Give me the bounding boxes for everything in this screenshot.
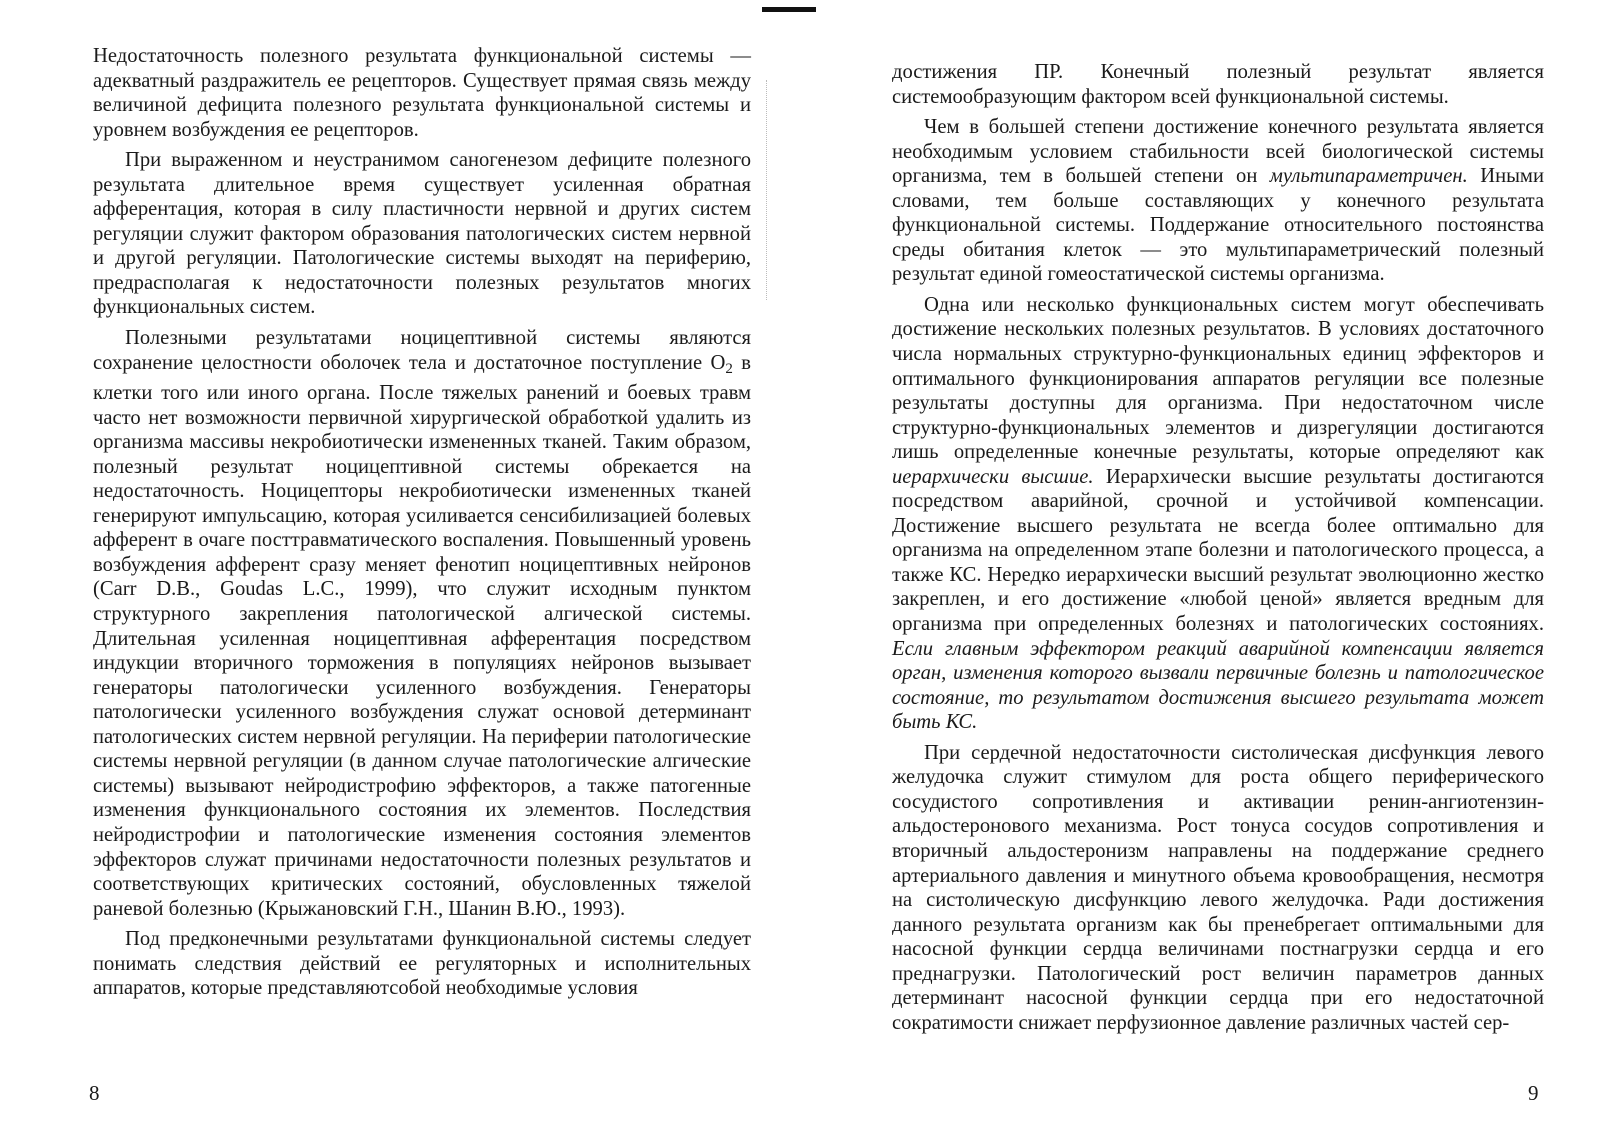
paragraph: При выраженном и неустранимом саногенезом дефиците полезного результата длительное время существует усиленная обратная афферентация, которая в силу пластичности нервной и других систем регуляции служит фактором образования патологических систем нервной и другой регуляции. Патологические системы выходят на периферию, предрасполагая к недостаточности полезных результатов многих функциональных систем. (93, 149, 751, 319)
page-number: 9 (1528, 1081, 1539, 1105)
paragraph: При сердечной недостаточности систолическая дисфункция левого желудочка служит стимулом для роста общего периферического сосудистого сопротивления и активации ренин-ангиотензин-альдостеронового механизма. Рост тонуса сосудов сопротивления и вторичный альдостеронизм направлены на поддержание среднего артериального давления и минутного объема кровообращения, несмотря на систолическую дисфункцию левого желудочка. Ради достижения данного результата организм как бы пренебрегает оптимальными для насосной функции сердца величинами постнагрузки сердца и его преднагрузки. Патологический рост величин параметров данных детерминант насосной функции сердца при его недостаточной сократимости снижает перфузионное давление различных частей сер- (892, 741, 1544, 1034)
paragraph-text: Чем в большей степени достижение конечного результата является необходимым условием стабильности всей биологической системы организма, тем в большей степени он (892, 116, 1544, 188)
paragraph-text: Иерархически высшие результаты достигаются посредством аварийной, срочной и устойчивой компенсации. Достижение высшего результата не всегда более оптимально для организма на определенном этапе болезни и патологического процесса, а также КС. Нередко иерархически высший результат эволюционно жестко закреплен, и его достижение «любой ценой» является вредным для организма при определенных болезнях и патологических состояниях. (892, 465, 1544, 636)
o2-subscript: 2 (725, 360, 733, 377)
paragraph: Под предконечными результатами функциональной системы следует понимать следствия действий ее регуляторных и исполнительных аппаратов, которые представляютсобой необходимые условия (93, 928, 751, 1000)
paragraph (892, 115, 1544, 287)
page-number: 8 (89, 1081, 100, 1105)
emphasis: иерархически высшие. (892, 465, 1094, 488)
left-page-text (93, 44, 751, 1001)
emphasis: мультипараметричен. (1269, 165, 1468, 188)
paragraph-text: Одна или несколько функциональных систем могут обеспечивать достижение нескольких полезных результатов. В условиях достаточного числа нормальных структурно-функциональных единиц эффекторов и оптимального функционирования аппаратов регуляции все полезные результаты доступны для организма. При недостаточном числе структурно-функциональных элементов и дизрегуляции достигаются лишь определенные конечные результаты, которые определяют как (892, 293, 1544, 464)
paragraph-text: Иными словами, тем больше составляющих у конечного результата функциональной системы. Поддержание относительного постоянства среды обитания клеток — это мультипараметрический полезный результат единой гомеостатической системы организма. (892, 165, 1544, 286)
right-page-text (892, 60, 1544, 1035)
paragraph (93, 326, 751, 921)
paragraph: Недостаточность полезного результата функциональной системы — адекватный раздражитель ее рецепторов. Существует прямая связь между величиной дефицита полезного результата функциональной системы и уровнем возбуждения ее рецепторов. (93, 45, 751, 141)
paragraph-text: Полезными результатами ноцицептивной системы являются сохранение целостности оболочек тела и достаточное поступление O (93, 327, 751, 374)
paragraph: достижения ПР. Конечный полезный результат является системообразующим фактором всей функциональной системы. (892, 61, 1544, 108)
emphasis: Если главным эффектором реакций аварийной компенсации является орган, изменения которого вызвали первичные болезнь и патологическое состояние, то результатом достижения высшего результата может быть КС. (892, 637, 1544, 734)
right-page (800, 0, 1600, 1146)
paragraph-text: в клетки того или иного органа. После тяжелых ранений и боевых травм часто нет возможности первичной хирургической обработкой удалить из организма массивы некробиотически измененных тканей. Таким образом, полезный результат ноцицептивной системы обрекается на недостаточность. Ноцицепторы некробиотически измененных тканей генерируют импульсацию, которая усиливается сенсибилизацией болевых афферент в очаге посттравматического воспаления. Повышенный уровень возбуждения афферент сразу меняет фенотип ноцицептивных нейронов (Carr D.B., Goudas L.C., 1999), что служит исходным пунктом структурного закрепления патологической алгической системы. Длительная усиленная ноцицептивная афферентация посредством индукции вторичного торможения в популяциях нейронов вызывает генераторы патологически усиленного возбуждения. Генераторы патологически усиленного возбуждения служат основой детерминант патологических систем нервной регуляции. На периферии патологические системы нервной регуляции (в данном случае патологические алгические системы) вызывают нейродистрофию эффекторов, а также патогенные изменения функционального состояния их элементов. Последствия нейродистрофии и патологические изменения состояния элементов эффекторов служат причинами недостаточности полезных результатов и соответствующих критических состояний, обусловленных тяжелой раневой болезнью (Крыжановский Г.Н., Шанин В.Ю., 1993). (93, 351, 751, 920)
paragraph (892, 293, 1544, 735)
